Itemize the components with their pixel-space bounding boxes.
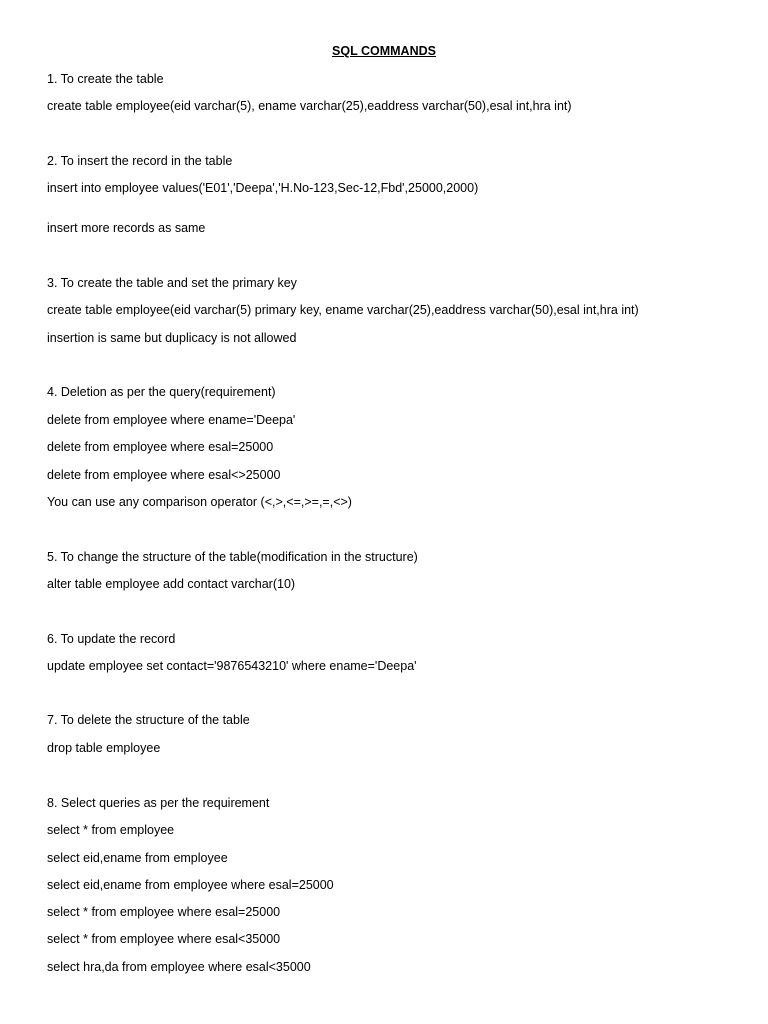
sql-select-all-where-equal: select * from employee where esal=25000 [47,905,281,919]
note-insert-more: insert more records as same [47,221,206,235]
sql-create-table: create table employee(eid varchar(5), ename varchar(25),eaddress varchar(50),esal int,hra int) [47,99,572,113]
section-heading-alter-structure: 5. To change the structure of the table(modification in the structure) [47,550,418,564]
note-duplicacy: insertion is same but duplicacy is not allowed [47,331,297,345]
section-heading-deletion: 4. Deletion as per the query(requirement) [47,385,276,399]
sql-create-table-primary-key: create table employee(eid varchar(5) primary key, ename varchar(25),eaddress varchar(50),esal int,hra int) [47,303,639,317]
sql-delete-by-salary-equal: delete from employee where esal=25000 [47,440,274,454]
sql-select-hra-da-where-less: select hra,da from employee where esal<35000 [47,960,311,974]
sql-alter-table: alter table employee add contact varchar(10) [47,577,296,591]
section-heading-update-record: 6. To update the record [47,632,176,646]
section-heading-primary-key: 3. To create the table and set the primary key [47,276,297,290]
sql-delete-by-salary-not-equal: delete from employee where esal<>25000 [47,468,281,482]
sql-drop-table: drop table employee [47,741,161,755]
sql-select-all-where-less: select * from employee where esal<35000 [47,932,281,946]
sql-select-columns: select eid,ename from employee [47,851,228,865]
section-heading-drop-structure: 7. To delete the structure of the table [47,713,250,727]
note-comparison-operators: You can use any comparison operator (<,>,<=,>=,=,<>) [47,495,352,509]
document-title: SQL COMMANDS [332,44,436,58]
section-heading-select-queries: 8. Select queries as per the requirement [47,796,270,810]
sql-update-record: update employee set contact='9876543210' where ename='Deepa' [47,659,417,673]
section-heading-create-table: 1. To create the table [47,72,164,86]
sql-insert-record: insert into employee values('E01','Deepa','H.No-123,Sec-12,Fbd',25000,2000) [47,181,479,195]
sql-select-columns-where: select eid,ename from employee where esal=25000 [47,878,334,892]
sql-select-all: select * from employee [47,823,175,837]
sql-delete-by-name: delete from employee where ename='Deepa' [47,413,296,427]
section-heading-insert-record: 2. To insert the record in the table [47,154,233,168]
